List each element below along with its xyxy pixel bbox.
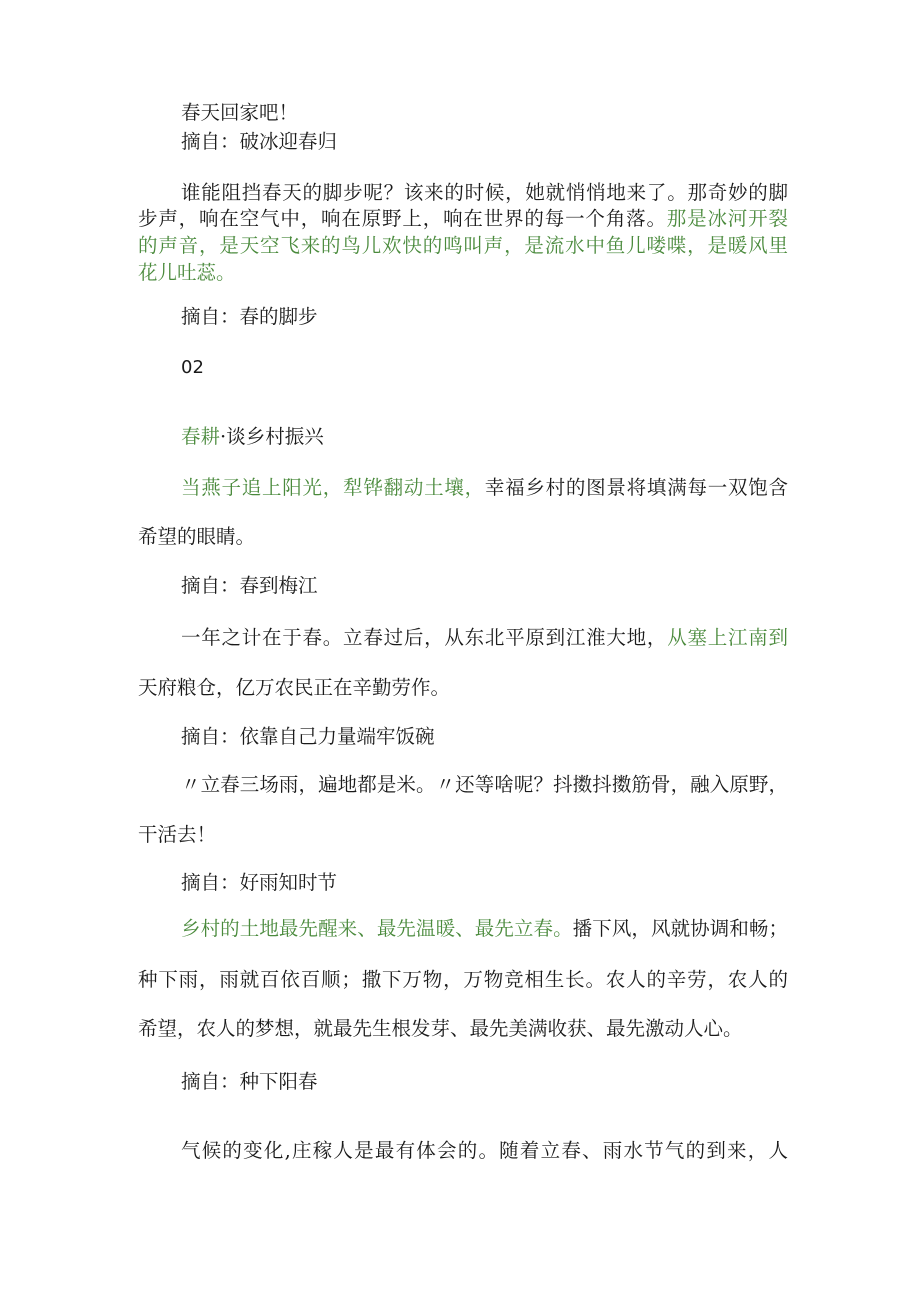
paragraph-line: 谁能阻挡春天的脚步呢？该来的时候，她就悄悄地来了。那奇妙的脚 — [181, 181, 788, 204]
highlight-span: 那是冰河开裂 — [666, 207, 788, 230]
source-line: 摘自：春的脚步 — [181, 305, 318, 328]
paragraph-line — [138, 207, 788, 231]
paragraph-line: 花儿吐蕊。 — [138, 261, 236, 284]
paragraph-line — [181, 917, 788, 941]
paragraph-line: 种下雨，雨就百依百顺；撒下万物，万物竞相生长。农人的辛劳，农人的 — [138, 968, 788, 991]
text-span: 幸福乡村的图景将填满每一双饱含 — [484, 476, 788, 499]
paragraph-line: 的声音，是天空飞来的鸟儿欢快的鸣叫声，是流水中鱼儿喽喋，是暖风里 — [138, 234, 788, 257]
highlight-span: 乡村的土地最先醒来、最先温暖、最先立春。 — [181, 917, 573, 940]
source-line: 摘自：好雨知时节 — [181, 871, 338, 894]
source-line: 摘自：种下阳春 — [181, 1070, 318, 1093]
paragraph-line — [181, 476, 788, 500]
paragraph-line: 干活去！ — [138, 823, 217, 846]
text-span: 播下风，风就协调和畅； — [572, 917, 788, 940]
section-number: 02 — [181, 357, 204, 378]
source-line: 摘自：春到梅江 — [181, 574, 318, 597]
heading-highlight: 春耕 — [181, 425, 221, 448]
text-span: 一年之计在于春。立春过后，从东北平原到江淮大地， — [181, 626, 668, 649]
source-line: 摘自：破冰迎春归 — [181, 130, 338, 153]
paragraph-line: 希望，农人的梦想，就最先生根发芽、最先美满收获、最先激动人心。 — [138, 1017, 743, 1040]
heading-text: ·谈乡村振兴 — [220, 425, 324, 448]
highlight-span: 当燕子追上阳光，犁铧翻动土壤， — [181, 476, 485, 499]
paragraph-line: 气候的变化,庄稼人是最有体会的。随着立春、雨水节气的到来，人 — [181, 1139, 788, 1162]
source-line: 摘自：依靠自己力量端牢饭碗 — [181, 725, 435, 748]
text-line: 春天回家吧！ — [181, 101, 299, 124]
highlight-span: 从塞上江南到 — [667, 626, 788, 649]
paragraph-line: 天府粮仓，亿万农民正在辛勤劳作。 — [138, 676, 451, 699]
text-span: 步声，响在空气中，响在原野上，响在世界的每一个角落。 — [138, 207, 667, 230]
paragraph-line: 〃立春三场雨，遍地都是米。〃还等啥呢？抖擞抖擞筋骨，融入原野， — [181, 773, 788, 796]
paragraph-line — [181, 626, 788, 650]
paragraph-line: 希望的眼睛。 — [138, 525, 256, 548]
section-heading — [181, 425, 788, 449]
